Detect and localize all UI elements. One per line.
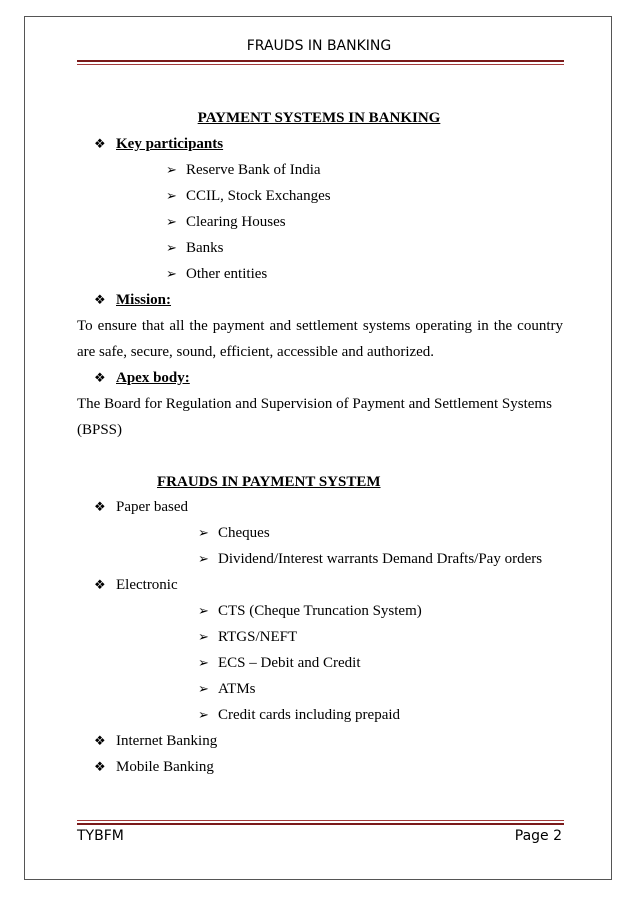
header-rule <box>77 60 564 62</box>
list-item: ➢ ATMs <box>198 681 256 697</box>
footer-left: TYBFM <box>77 828 124 844</box>
list-item: ➢ Clearing Houses <box>166 214 286 230</box>
frauds-section-title: FRAUDS IN PAYMENT SYSTEM <box>157 474 381 490</box>
arrow-bullet-icon: ➢ <box>166 214 177 229</box>
page-number: Page 2 <box>514 828 562 844</box>
arrow-bullet-icon: ➢ <box>198 551 209 566</box>
list-item: ➢ RTGS/NEFT <box>198 629 298 645</box>
list-item: ➢ Banks <box>166 240 224 256</box>
mission-heading: ❖ Mission: <box>94 292 172 308</box>
arrow-bullet-icon: ➢ <box>166 188 177 203</box>
arrow-bullet-icon: ➢ <box>166 162 177 177</box>
list-item: ➢ Dividend/Interest warrants Demand Drafts/Pay orders <box>198 551 543 567</box>
list-item: ➢ Other entities <box>166 266 268 282</box>
list-item: ➢ Credit cards including prepaid <box>198 707 401 723</box>
diamond-bullet-icon: ❖ <box>94 759 106 774</box>
apex-text: The Board for Regulation and Supervision of Payment and Settlement Systems (BPSS) <box>77 396 552 438</box>
arrow-bullet-icon: ➢ <box>198 603 209 618</box>
list-item: ➢ Reserve Bank of India <box>166 162 321 178</box>
arrow-bullet-icon: ➢ <box>166 266 177 281</box>
list-item: ➢ CTS (Cheque Truncation System) <box>198 603 422 619</box>
diamond-bullet-icon: ❖ <box>94 577 106 592</box>
footer-rule <box>77 823 564 825</box>
diamond-bullet-icon: ❖ <box>94 733 106 748</box>
section-title: PAYMENT SYSTEMS IN BANKING <box>197 110 441 126</box>
list-item: ❖ Paper based <box>94 499 189 515</box>
key-participants-heading: ❖ Key participants <box>94 136 224 152</box>
list-item: ❖ Internet Banking <box>94 733 218 749</box>
diamond-bullet-icon: ❖ <box>94 370 106 385</box>
arrow-bullet-icon: ➢ <box>198 655 209 670</box>
diamond-bullet-icon: ❖ <box>94 292 106 307</box>
mission-text: To ensure that all the payment and settlement systems operating in the country are safe, secure, sound, efficient, accessible and authorized. <box>77 318 563 360</box>
arrow-bullet-icon: ➢ <box>198 707 209 722</box>
arrow-bullet-icon: ➢ <box>198 629 209 644</box>
footer-rule-thin <box>77 820 564 821</box>
arrow-bullet-icon: ➢ <box>198 681 209 696</box>
list-item: ➢ ECS – Debit and Credit <box>198 655 361 671</box>
list-item: ❖ Electronic <box>94 577 178 593</box>
header-title: FRAUDS IN BANKING <box>246 38 392 54</box>
apex-heading: ❖ Apex body: <box>94 370 190 386</box>
list-item: ❖ Mobile Banking <box>94 759 214 775</box>
diamond-bullet-icon: ❖ <box>94 136 106 151</box>
arrow-bullet-icon: ➢ <box>198 525 209 540</box>
list-item: ➢ Cheques <box>198 525 270 541</box>
header-rule-thin <box>77 64 564 65</box>
list-item: ➢ CCIL, Stock Exchanges <box>166 188 331 204</box>
diamond-bullet-icon: ❖ <box>94 499 106 514</box>
arrow-bullet-icon: ➢ <box>166 240 177 255</box>
